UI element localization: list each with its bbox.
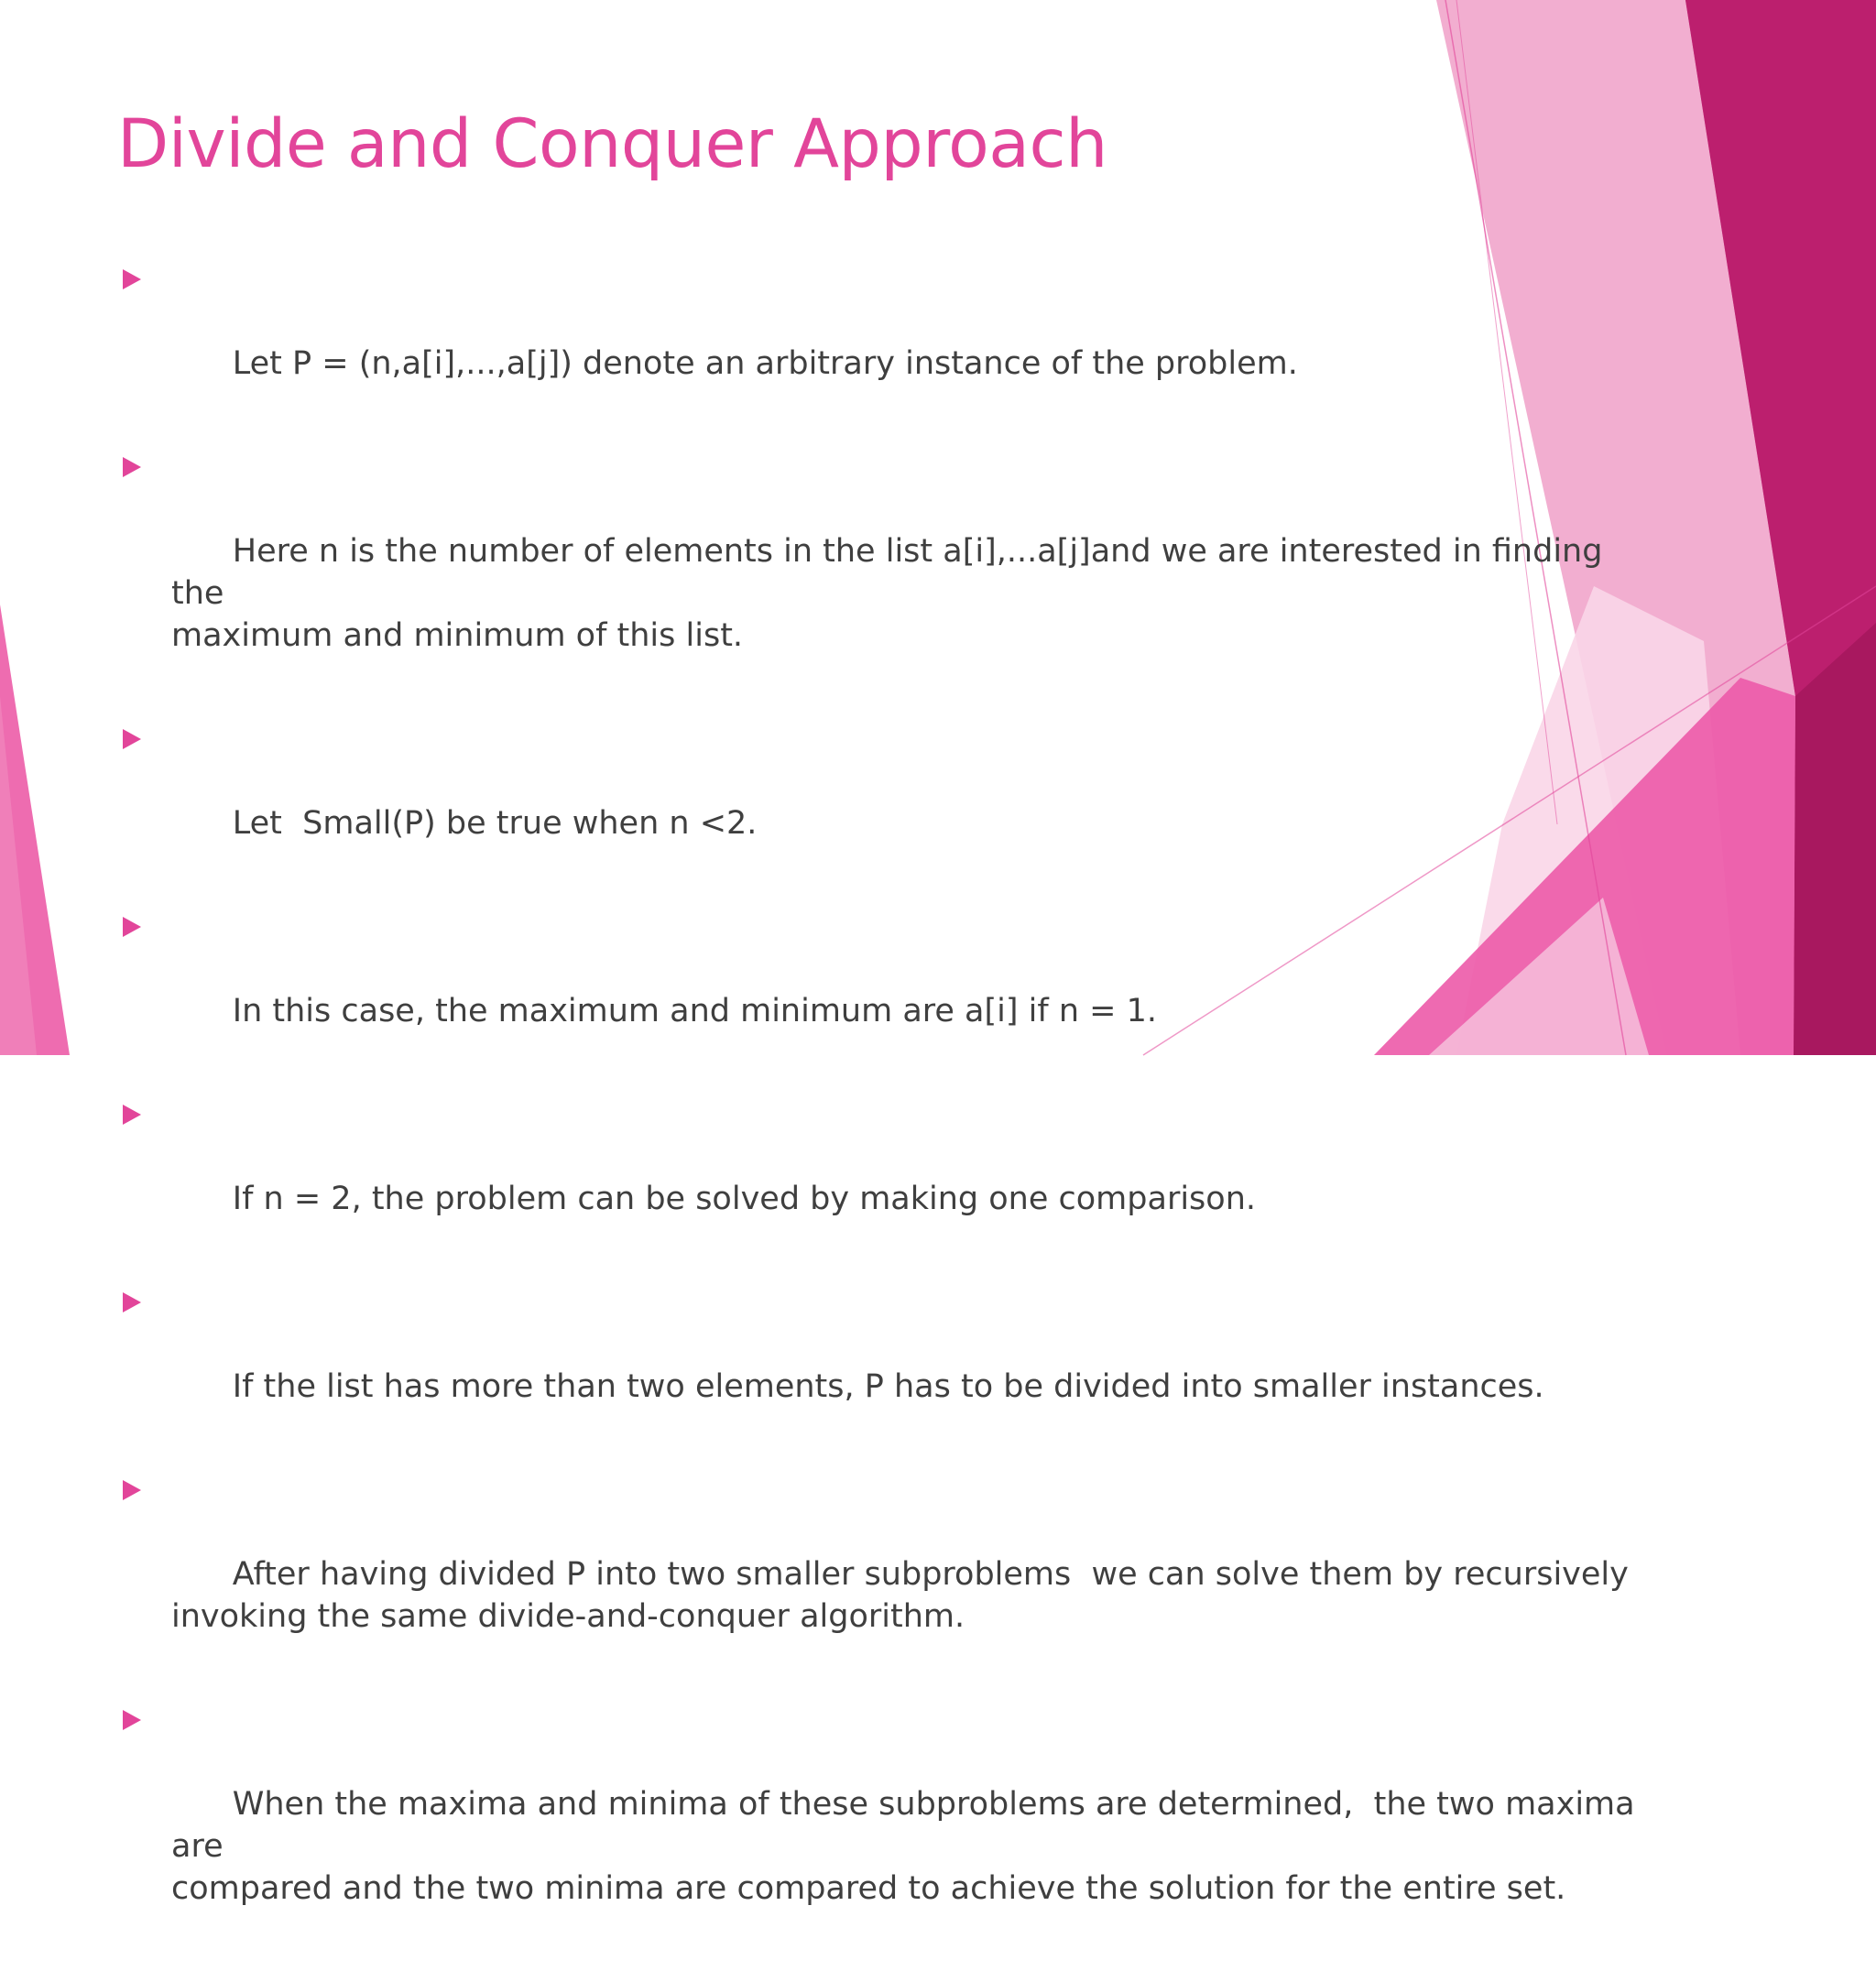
bullet-text: If n = 2, the problem can be solved by making one comparison. bbox=[232, 1181, 1257, 1217]
triangle-right-icon bbox=[123, 729, 141, 749]
triangle-right-icon bbox=[123, 1105, 141, 1125]
bullet-text: Let Small(P) be true when n <2. bbox=[232, 805, 758, 842]
bullet-item bbox=[117, 718, 1638, 887]
triangle-right-icon bbox=[123, 1710, 141, 1730]
bullet-text: After having divided P into two smaller subproblems we can solve them by recursively invoking the same divide-and-conquer algorithm. bbox=[171, 1556, 1629, 1635]
bullet-text: Here n is the number of elements in the list a[i],...a[j]and we are interested in finding the maximum and minimum of this list. bbox=[171, 533, 1603, 654]
bullet-item bbox=[117, 1281, 1638, 1450]
bullet-text: In this case, the maximum and minimum are a[i] if n = 1. bbox=[232, 993, 1157, 1029]
triangle-right-icon bbox=[123, 1292, 141, 1312]
bullet-item bbox=[117, 258, 1638, 427]
triangle-right-icon bbox=[123, 917, 141, 937]
triangle-right-icon bbox=[123, 1480, 141, 1500]
triangle-right-icon bbox=[123, 269, 141, 289]
bullet-item bbox=[117, 446, 1638, 699]
decor-facet-deep-magenta bbox=[1794, 623, 1876, 1055]
bullet-text: Let P = (n,a[i],...,a[j]) denote an arbitrary instance of the problem. bbox=[232, 345, 1298, 382]
bullet-text: When the maxima and minima of these subproblems are determined, the two maxima are compared and the two minima are compared to achieve the solution for the entire set. bbox=[171, 1786, 1635, 1907]
bullet-item bbox=[117, 906, 1638, 1074]
bullet-item bbox=[117, 1094, 1638, 1262]
slide-title: Divide and Conquer Approach bbox=[117, 105, 1107, 183]
bullet-item bbox=[117, 1469, 1638, 1680]
triangle-right-icon bbox=[123, 457, 141, 477]
bullet-list bbox=[117, 258, 1638, 1971]
bullet-text: If the list has more than two elements, P has to be divided into smaller instances. bbox=[232, 1368, 1544, 1405]
bullet-item bbox=[117, 1699, 1638, 1952]
